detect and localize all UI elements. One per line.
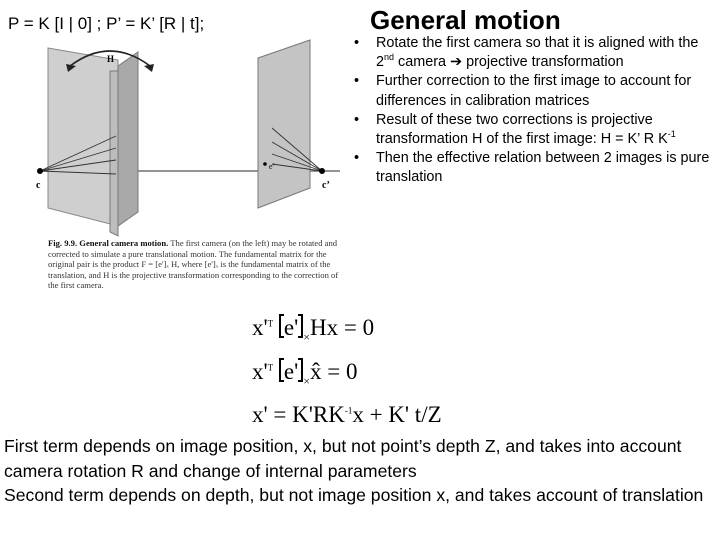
caption-text: The first camera (on the left) may be rotated and corrected to simulate a pure translational motion. The fundamental matrix for the original pair is the product F = [e']ₓ H, where [e']ₓ is the fundamental matrix of the translation, and H is the projective transformation corresponding to the correction of the first camera. <box>48 238 339 291</box>
epipole-e-prime <box>263 162 267 166</box>
equation-epipolar-hat: $x'^T$ e' $_\times$x̂ = 0 <box>252 359 358 388</box>
label-e-prime: e’ <box>269 162 276 171</box>
camera-model-text: P = K [I | 0] ; P’ = K’ [R | t]; <box>8 14 205 33</box>
label-c: c <box>36 180 41 191</box>
first-image-plane <box>118 52 138 226</box>
bullet-item: • Further correction to the first image to account for differences in calibration matrices <box>354 73 692 109</box>
camera-center-c-prime <box>319 168 325 174</box>
equation-image-mapping: $x' = K'RK^{-1}x + K'$ t/Z <box>252 402 442 427</box>
second-image-plane <box>258 40 310 208</box>
camera-center-c <box>37 168 43 174</box>
plane-edge <box>110 71 118 236</box>
bullet-dot-icon: • <box>354 73 360 90</box>
label-c-prime: c’ <box>322 180 330 191</box>
bullet-item: • Then the effective relation between 2 images is pure translation <box>354 150 710 186</box>
bullet-dot-icon: • <box>354 150 360 167</box>
bullet-list <box>352 34 714 188</box>
slide-title: General motion <box>370 5 561 35</box>
figure-caption <box>48 238 350 291</box>
explanation-text <box>4 434 716 508</box>
bullet-dot-icon: • <box>354 111 360 128</box>
label-h: H <box>107 54 115 64</box>
rotated-image-plane <box>48 48 118 226</box>
bullet-item: • Result of these two corrections is projective transformation H of the first image: H = K’ R $K^{-1}$ <box>354 111 676 148</box>
bullet-dot-icon: • <box>354 35 360 51</box>
equation-epipolar-h: $x'^T$ e' $_\times$Hx = 0 <box>252 315 375 344</box>
arrow-head-right <box>144 64 154 72</box>
bullet-item: • Rotate the first camera so that it is aligned with the 2nd camera ➔ projective transformation <box>354 35 699 71</box>
explanation-second-term: Second term depends on depth, but not image position x, and takes account of translation <box>4 485 704 505</box>
explanation-first-term: First term depends on image position, x, but not point’s depth Z, and takes into account camera rotation R and change of internal parameters <box>4 436 682 481</box>
caption-bold: Fig. 9.9. General camera motion. <box>48 238 169 248</box>
